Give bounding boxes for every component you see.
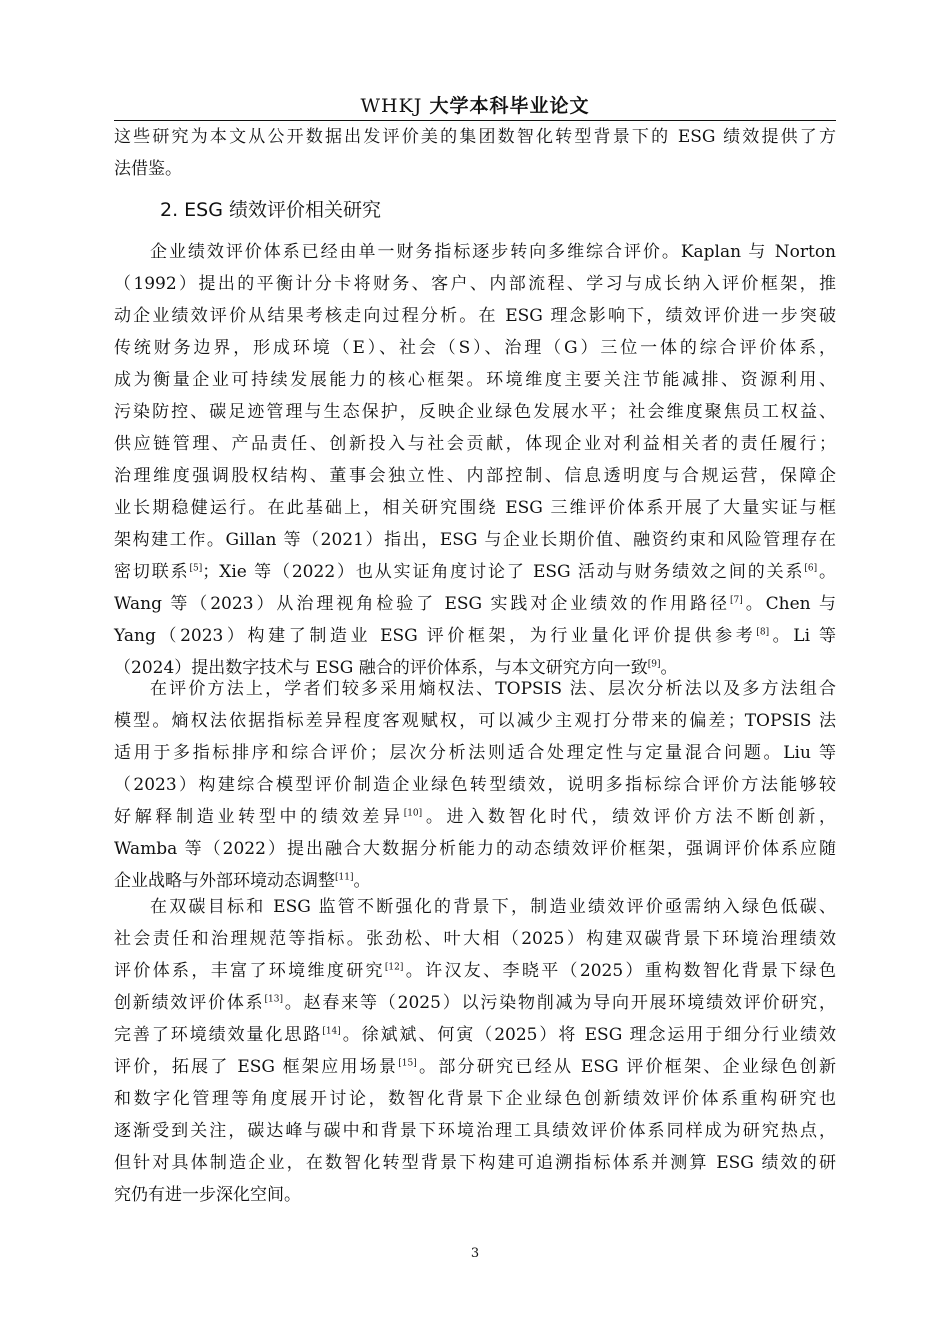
citation-ref: [9] [647,659,661,670]
text-line: 污染防控、碳足迹管理与生态保护，反映企业绿色发展水平；社会维度聚焦员工权益、 [114,402,836,422]
text-line: 完善了环境绩效量化思路[14]。徐斌斌、何寅（2025）将 ESG 理念运用于细分行业绩效 [114,1025,836,1045]
text-line: 在双碳目标和 ESG 监管不断强化的背景下，制造业绩效评价亟需纳入绿色低碳、 [150,897,836,917]
text-line: 但针对具体制造企业，在数智化转型背景下构建可追溯指标体系并测算 ESG 绩效的研 [114,1153,836,1173]
paragraph-evaluation-methods [114,673,836,897]
text-line: 动企业绩效评价从结果考核走向过程分析。在 ESG 理念影响下，绩效评价进一步突破 [114,306,836,326]
text-line: 架构建工作。Gillan 等（2021）指出，ESG 与企业长期价值、融资约束和风险管理存在 [114,530,836,550]
text-line: Yang（2023）构建了制造业 ESG 评价框架，为行业量化评价提供参考[8]。Li 等 [114,626,837,646]
section-heading: 2. ESG 绩效评价相关研究 [160,199,381,221]
text-line: 治理维度强调股权结构、董事会独立性、内部控制、信息透明度与合规运营，保障企 [114,466,836,486]
text-line: 成为衡量企业可持续发展能力的核心框架。环境维度主要关注节能减排、资源利用、 [114,370,836,390]
text-line: （2023）构建综合模型评价制造企业绿色转型绩效，说明多指标综合评价方法能够较 [114,775,836,795]
citation-ref: [6] [804,563,818,574]
text-line: Wang 等（2023）从治理视角检验了 ESG 实践对企业绩效的作用路径[7]。Chen 与 [114,594,836,614]
page-header [114,93,836,119]
header-title: 大学本科毕业论文 [429,95,590,117]
text-line: 在评价方法上，学者们较多采用熵权法、TOPSIS 法、层次分析法以及多方法组合 [150,679,836,699]
paragraph-continued [114,121,836,185]
text-line: 供应链管理、产品责任、创新投入与社会贡献，体现企业对利益相关者的责任履行； [114,434,836,454]
text-line: 社会责任和治理规范等指标。张劲松、叶大相（2025）构建双碳背景下环境治理绩效 [114,929,836,949]
text-line: 这些研究为本文从公开数据出发评价美的集团数智化转型背景下的 ESG 绩效提供了方 [114,127,836,147]
text-line: 好解释制造业转型中的绩效差异[10]。进入数智化时代，绩效评价方法不断创新， [114,807,837,827]
citation-ref: [15] [398,1058,417,1069]
header-school-code: WHKJ [360,95,430,117]
text-line: （1992）提出的平衡计分卡将财务、客户、内部流程、学习与成长纳入评价框架，推 [114,274,836,294]
text-line: 模型。熵权法依据指标差异程度客观赋权，可以减少主观打分带来的偏差；TOPSIS 法 [114,711,836,731]
text-line: 评价体系，丰富了环境维度研究[12]。许汉友、李晓平（2025）重构数智化背景下绿色 [114,961,837,981]
text-line: 密切联系[5]；Xie 等（2022）也从实证角度讨论了 ESG 活动与财务绩效之间的关系[6]。 [114,562,837,582]
citation-ref: [11] [335,872,354,883]
paragraph-esg-research [114,236,836,684]
text-line: 业长期稳健运行。在此基础上，相关研究围绕 ESG 三维评价体系开展了大量实证与框 [114,498,836,518]
citation-ref: [10] [403,808,423,819]
text-line: 究仍有进一步深化空间。 [114,1185,301,1205]
text-line: 法借鉴。 [114,159,182,179]
text-line: （2024）提出数字技术与 ESG 融合的评价体系，与本文研究方向一致[9]。 [114,658,678,678]
page-number: 3 [470,1246,480,1261]
text-line: 和数字化管理等角度展开讨论，数智化背景下企业绿色创新绩效评价体系重构研究也 [114,1089,836,1109]
text-line: 评价，拓展了 ESG 框架应用场景[15]。部分研究已经从 ESG 评价框架、企业绿色创新 [114,1057,836,1077]
text-line: 企业战略与外部环境动态调整[11]。 [114,871,371,891]
text-line: 创新绩效评价体系[13]。赵春来等（2025）以污染物削减为导向开展环境绩效评价研究， [114,993,836,1013]
text-line: 适用于多指标排序和综合评价；层次分析法则适合处理定性与定量混合问题。Liu 等 [114,743,836,763]
text-line: 企业绩效评价体系已经由单一财务指标逐步转向多维综合评价。Kaplan 与 Norton [150,242,836,262]
citation-ref: [13] [264,994,283,1005]
text-line: 逐渐受到关注，碳达峰与碳中和背景下环境治理工具绩效评价体系同样成为研究热点， [114,1121,836,1141]
citation-ref: [5] [189,563,203,574]
citation-ref: [7] [730,595,743,606]
paragraph-dual-carbon [114,891,836,1211]
citation-ref: [14] [322,1026,341,1037]
text-line: Wamba 等（2022）提出融合大数据分析能力的动态绩效评价框架，强调评价体系应随 [114,839,836,859]
text-line: 传统财务边界，形成环境（E）、社会（S）、治理（G）三位一体的综合评价体系， [114,338,836,358]
citation-ref: [8] [756,627,770,638]
citation-ref: [12] [384,962,404,973]
